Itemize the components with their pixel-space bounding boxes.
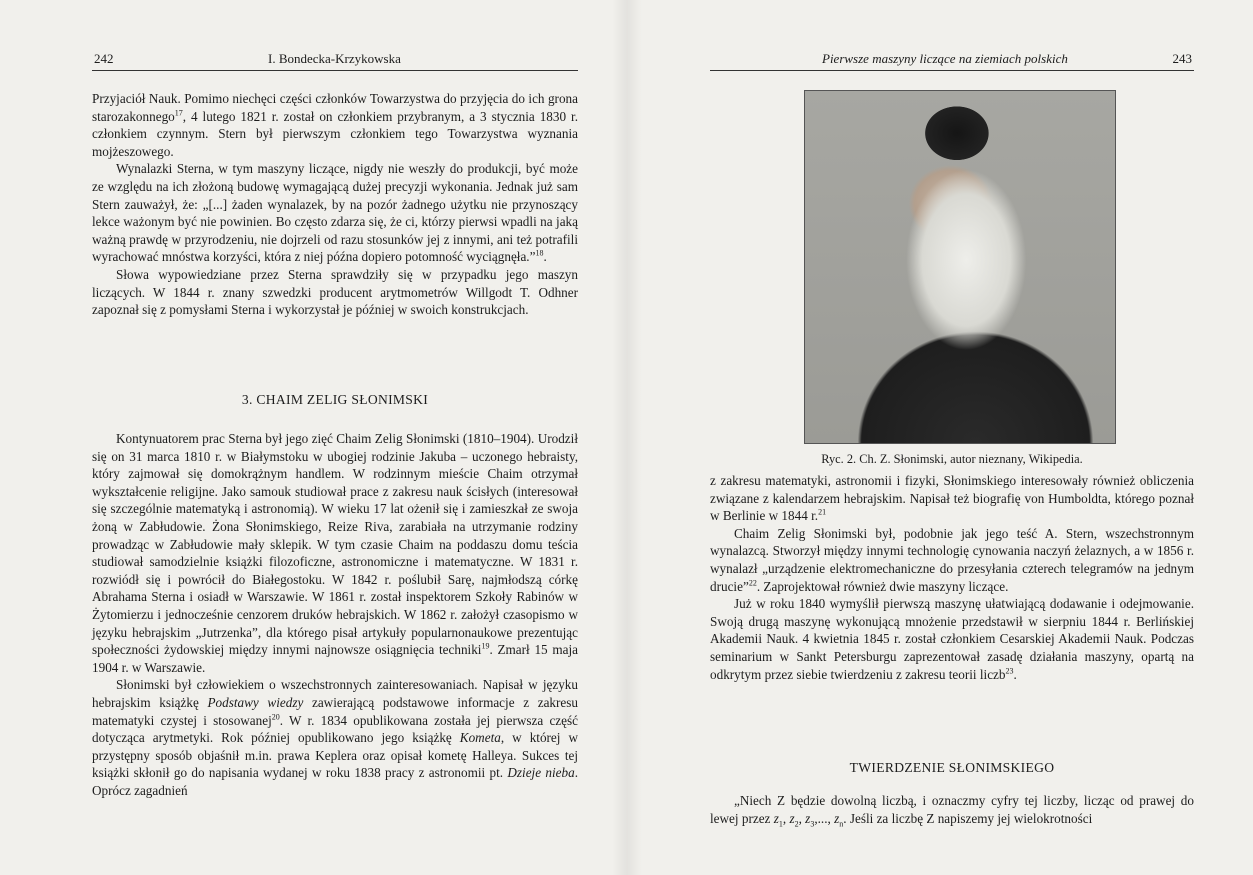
running-head: I. Bondecka-Krzykowska — [268, 51, 401, 66]
paragraph: Słowa wypowiedziane przez Sterna sprawdziły się w przypadku jego maszyn liczących. W 1844 r. znany szwedzki producent arytmometrów Willgodt T. Odhner zapoznał się z pomysłami Sterna i wykorzystał je później w swoich konstrukcjach. — [92, 266, 578, 318]
page-number: 242 — [94, 51, 114, 66]
footnote-ref: 22 — [748, 578, 757, 588]
running-head: Pierwsze maszyny liczące na ziemiach polskich — [822, 51, 1068, 66]
paragraph: Przyjaciół Nauk. Pomimo niechęci części członków Towarzystwa do przyjęcia do ich grona starozakonnego$^{17}$, 4 lutego 1821 r. został on członkiem przybranym, a 3 stycznia 1830 r. członkiem czynnym. Stern był pierwszym członkiem tego Towarzystwa wyznania mojżeszowego. — [92, 91, 578, 159]
paragraph: Wynalazki Sterna, w tym maszyny liczące, nigdy nie weszły do produkcji, być może ze względu na ich złożoną budowę wymagającą dużej precyzji wykonania. Jednak już sam Stern zauważył, że: „[...] żaden wynalazek, by na pozór żadnego użytku nie przynoszący lekce ważonym być nie powinien. Bo często zdarza się, że ci, którzy pierwsi wpadli na jaką ważną prawdę w przyrodzeniu, nie dojrzeli od razu stosunków jej z innymi, ani też potrafili wyrachować mnóstwa korzyści, która z niej późna dopiero potomność wyciągnęła.”$^{18}$. — [92, 161, 578, 265]
body-text-top — [92, 90, 578, 319]
body-text-bottom — [92, 430, 578, 799]
paragraph: Słonimski był człowiekiem o wszechstronnych zainteresowaniach. Napisał w języku hebrajskim książkę Podstawy wiedzy zawierającą podstawowe informacje z zakresu matematyki czystej i stosowanej$^{20}$. W r. 1834 opublikowana została jej pierwsza część dotycząca arytmetyki. Rok później opublikowano jego książkę Kometa, w której w przystępny sposób objaśnił m.in. prawa Keplera oraz opisał kometę Halleya. Sukces tej książki skłonił go do napisania wydanej w roku 1838 pracy z astronomii pt. Dzieje nieba. Oprócz zagadnień — [92, 677, 578, 798]
book-title: Dzieje nieba — [507, 765, 575, 781]
paragraph: „Niech Z będzie dowolną liczbą, i oznaczmy cyfry tej liczby, licząc od prawej do lewej przez $z_1$, $z_2$, $z_3$,..., $z_n$. Jeśli za liczbę Z napiszemy jej wielokrotności — [710, 793, 1194, 829]
footnote-ref: 17 — [174, 108, 183, 118]
footnote-ref: 21 — [818, 507, 827, 517]
footnote-ref: 18 — [535, 248, 544, 258]
paragraph: Chaim Zelig Słonimski był, podobnie jak jego teść A. Stern, wszechstronnym wynalazcą. Stworzył między innymi technologię cynowania naczyń żelaznych, a w 1856 r. wynalazł „urządzenie elektromechaniczne do przesyłania czterech telegramów na jednym drucie”$^{22}$. Zaprojektował również dwie maszyny liczące. — [710, 525, 1194, 594]
right-page-header — [710, 50, 1194, 71]
footnote-ref: 19 — [481, 641, 490, 651]
footnote-ref: 20 — [271, 712, 280, 722]
left-page-header — [92, 50, 578, 71]
section-heading: TWIERDZENIE SŁONIMSKIEGO — [849, 760, 1055, 775]
paragraph: z zakresu matematyki, astronomii i fizyki, Słonimskiego interesowały również obliczenia związane z kalendarzem hebrajskim. Napisał też biografię von Humboldta, którego poznał w Berlinie w 1844 r.$^{21}$ — [710, 473, 1194, 524]
portrait-photo — [804, 90, 1116, 444]
figure-caption: Ryc. 2. Ch. Z. Słonimski, autor nieznany, Wikipedia. — [821, 452, 1083, 466]
body-text-top — [710, 472, 1194, 683]
footnote-ref: 23 — [1005, 666, 1014, 676]
paragraph: Już w roku 1840 wymyślił pierwszą maszynę ułatwiającą dodawanie i odejmowanie. Swoją drugą maszynę wykonującą mnożenie przedstawił w sierpniu 1844 r. Berlińskiej Akademii Nauk. 4 kwietnia 1845 r. został członkiem Cesarskiej Akademii Nauk. Podczas seminarium w Sankt Petersburgu zaprezentował zasadę działania maszyny, opartą na odkrytym przez siebie twierdzeniu z zakresu teorii liczb$^{23}$. — [710, 596, 1194, 682]
theorem-text — [710, 792, 1194, 827]
right-page — [626, 0, 1253, 875]
book-title: Podstawy wiedzy — [207, 694, 304, 710]
left-page — [0, 0, 626, 875]
book-title: Kometa — [459, 730, 501, 746]
page-number: 243 — [1172, 51, 1192, 66]
section-heading: 3. CHAIM ZELIG SŁONIMSKI — [241, 392, 429, 407]
paragraph: Kontynuatorem prac Sterna był jego zięć Chaim Zelig Słonimski (1810–1904). Urodził się on 31 marca 1810 r. w Białymstoku w ubogiej rodzinie Jakuba – uczonego hebraisty, który zajmował się domokrążnym handlem. W rodzinnym mieście Chaim otrzymał wykształcenie religijne. Jako samouk studiował prace z zakresu nauk ścisłych (interesował się szczególnie matematyką i astronomią). W wieku 17 lat ożenił się i zamieszkał ze swoja żoną w Zabłudowie. Żona Słonimskiego, Reize Riva, zarabiała na utrzymanie rodziny prowadząc w Zabłudowie mały sklepik. W tym czasie Chaim na poddaszu domu teścia studiował samodzielnie książki filozoficzne, astronomiczne i matematyczne. W 1831 r. rozwiódł się i powrócił do Białegostoku. W 1842 r. poślubił Sarę, najmłodszą córkę Abrahama Sterna i osiadł w Warszawie. W 1861 r. został inspektorem Szkoły Rabinów w Żytomierzu i jednocześnie cenzorem druków hebrajskich. W 1862 r. założył czasopismo w języku hebrajskim „Jutrzenka”, dla którego pisał artykuły popularnonaukowe prezentując społeczności żydowskiej między innymi najnowsze osiągnięcia techniki$^{19}$. Zmarł 15 maja 1904 r. w Warszawie. — [92, 431, 578, 675]
